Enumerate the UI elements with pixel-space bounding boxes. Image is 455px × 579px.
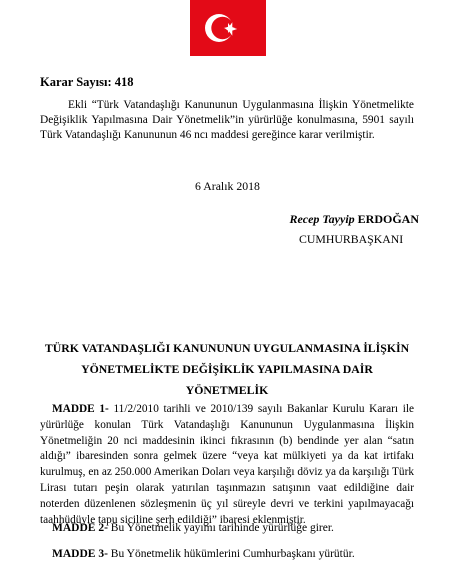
article-3-label: MADDE 3- — [52, 548, 108, 560]
article-1-text: 11/2/2010 tarihli ve 2010/139 sayılı Bakanlar Kurulu Kararı ile yürürlüğe konulan Türk Vatandaşlığı Kanununun Uygulanmasına İlişkin Yönetmeliğin 20 nci maddesinin ikinci fıkrasının (b) bendinde yer alan “satın aldığı” ibaresinden sonra gelmek üzere “veya kat mülkiyeti ya da kat irtifakı kurulmuş, en az 250.000 Amerikan Doları veya karşılığı döviz ya da karşılığı Türk Lirası tutarı peşin olarak yatırılan taşınmazın satışının vaat edildiğine dair noterden düzenlenen sözleşmenin üç yıl süreyle devri ve terkini yapılmayacağı taahhüdüyle tapu siciline şerh edildiği” ibaresi eklenmiştir. — [40, 403, 414, 526]
signatory-name — [289, 212, 419, 227]
signatory-title: CUMHURBAŞKANI — [299, 232, 404, 246]
article-2-text: Bu Yönetmelik yayımı tarihinde yürürlüğe girer. — [110, 522, 334, 534]
article-1 — [40, 402, 414, 528]
decision-label: Karar Sayısı: — [40, 75, 112, 89]
intro-paragraph: Ekli “Türk Vatandaşlığı Kanununun Uygulanmasına İlişkin Yönetmelikte Değişiklik Yapılmasına Dair Yönetmelik”in yürürlüğe konulmasına, 5901 sayılı Türk Vatandaşlığı Kanununun 46 ncı maddesi gereğince karar verilmiştir. — [40, 99, 414, 141]
article-3-text: Bu Yönetmelik hükümlerini Cumhurbaşkanı yürütür. — [110, 548, 355, 560]
signatory-first-names: Recep Tayyip — [289, 212, 355, 226]
regulation-title — [40, 338, 414, 401]
article-3 — [52, 548, 355, 560]
article-2-label: MADDE 2- — [52, 522, 108, 534]
decision-value: 418 — [114, 75, 134, 89]
regulation-title-line-2: YÖNETMELİKTE DEĞİŞİKLİK YAPILMASINA DAİR YÖNETMELİK — [81, 362, 373, 397]
article-2 — [52, 522, 334, 534]
signatory-surname: ERDOĞAN — [357, 212, 419, 226]
decision-date: 6 Aralık 2018 — [195, 179, 260, 193]
regulation-title-line-1: TÜRK VATANDAŞLIĞI KANUNUNUN UYGULANMASINA İLİŞKİN — [44, 341, 410, 355]
article-1-label: MADDE 1- — [52, 403, 109, 415]
decision-number — [40, 75, 134, 90]
turkish-flag-icon — [190, 0, 266, 56]
